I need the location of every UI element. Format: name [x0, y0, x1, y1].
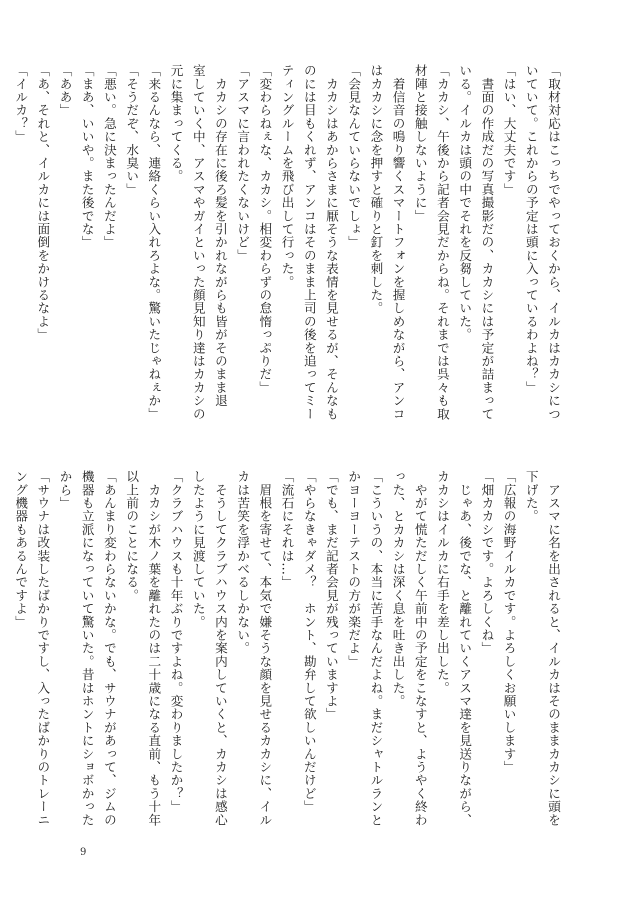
- text-line: カカシが木ノ葉を離れたのは二十歳になる直前、もう十年: [146, 470, 162, 827]
- text-line: ティングルームを飛び出して行った。: [279, 64, 295, 289]
- text-line: いる。イルカは頭の中でそれを反芻していた。: [457, 64, 473, 342]
- text-line: 「来るんなら、連絡くらい入れろよな。驚いたじゃねぇか」: [146, 64, 162, 421]
- text-line: カカシの存在に後ろ髪を引かれながらも皆がそのまま退: [212, 64, 228, 408]
- text-line: はカカシに念を押すと確りと釘を刺した。: [368, 64, 384, 315]
- text-line: 「でも、まだ記者会見が残っていますよ」: [323, 470, 339, 721]
- text-line: かヨーヨーテストの方が楽だよ」: [346, 470, 362, 668]
- lower-text-block: [13, 470, 564, 870]
- text-line: 元に集まってくる。: [168, 64, 184, 183]
- text-line: 「悪い。急に決まったんだよ」: [101, 64, 117, 249]
- text-line: 「会見なんていらないでしょ」: [346, 64, 362, 249]
- text-line: 機器も立派になっていて驚いた。昔はホントにショボかった: [79, 470, 95, 827]
- text-line: やがて慌ただしく午前中の予定をこなすと、ようやく終わ: [412, 470, 428, 827]
- text-line: いていて。これからの予定は頭に入っているわよね？」: [523, 64, 539, 394]
- text-line: 「イルカ？」: [13, 64, 29, 144]
- text-line: 室していく中、アスマやガイといった顔見知り達はカカシの: [190, 64, 206, 421]
- text-line: 「クラブハウスも十年ぶりですよね。変わりましたか？」: [168, 470, 184, 814]
- text-line: から」: [57, 470, 73, 510]
- text-line: カは苦笑を浮かべるしかない。: [235, 470, 251, 655]
- text-line: 「まあ、いいや。また後でな」: [79, 64, 95, 249]
- text-line: 「アスマに言われたくないけど」: [235, 64, 251, 262]
- text-line: 「ああ」: [57, 64, 73, 117]
- text-line: カカシはあからさまに厭そうな表情を見せるが、そんなも: [323, 64, 339, 421]
- text-line: 「あ、それと、イルカには面倒をかけるなよ」: [35, 64, 51, 342]
- text-line: 「はい、大丈夫です」: [501, 64, 517, 196]
- text-line: 「サウナは改装したばかりですし、入ったばかりのトレーニ: [35, 470, 51, 827]
- text-line: ング機器もあるんですよ」: [13, 470, 29, 629]
- text-line: カカシはイルカに右手を差し出した。: [434, 470, 450, 695]
- text-line: 「広報の海野イルカです。よろしくお願いします」: [501, 470, 517, 774]
- text-line: そうしてクラブハウス内を案内していくと、カカシは感心: [212, 470, 228, 827]
- text-line: 「あんまり変わらないかな。でも、サウナがあって、ジムの: [101, 470, 117, 827]
- text-line: 材陣と接触しないように」: [412, 64, 428, 223]
- text-line: 「やらなきゃダメ？ ホント、勘弁して欲しいんだけど」: [301, 470, 317, 814]
- text-line: したように見渡していた。: [190, 470, 206, 629]
- text-line: 以上前のことになる。: [124, 470, 140, 602]
- text-line: 「畑カカシです。よろしくね」: [479, 470, 495, 655]
- text-line: 書面の作成だの写真撮影だの、カカシには予定が詰まって: [479, 64, 495, 421]
- text-line: 「流石にそれは…」: [279, 470, 295, 589]
- text-line: 「変わらねぇな、カカシ。相変わらずの怠惰っぷりだ」: [257, 64, 273, 394]
- text-line: 眉根を寄せて、本気で嫌そうな顔を見せるカカシに、イル: [257, 470, 273, 827]
- text-line: 下げた。: [523, 470, 539, 523]
- text-line: 着信音の鳴り響くスマートフォンを握しめながら、アンコ: [390, 64, 406, 421]
- text-line: 「こういうの、本当に苦手なんだよね。まだシャトルランと: [368, 470, 384, 827]
- text-line: 「カカシ、午後から記者会見だからね。それまでは呉々も取: [434, 64, 450, 421]
- text-line: アスマに名を出されると、イルカはそのままカカシに頭を: [546, 470, 561, 827]
- text-line: 「取材対応はこっちでやっておくから、イルカはカカシにつ: [546, 64, 561, 421]
- upper-text-block: [13, 64, 564, 464]
- text-line: のには目もくれず、アンコはそのまま上司の後を追ってミー: [301, 64, 317, 421]
- text-line: った、とカカシは深く息を吐き出した。: [390, 470, 406, 708]
- text-line: 「そうだぞ、水臭い」: [124, 64, 140, 196]
- page-number: 9: [80, 847, 87, 858]
- text-line: じゃあ、後でな、と離れていくアスマ達を見送りながら、: [457, 470, 473, 827]
